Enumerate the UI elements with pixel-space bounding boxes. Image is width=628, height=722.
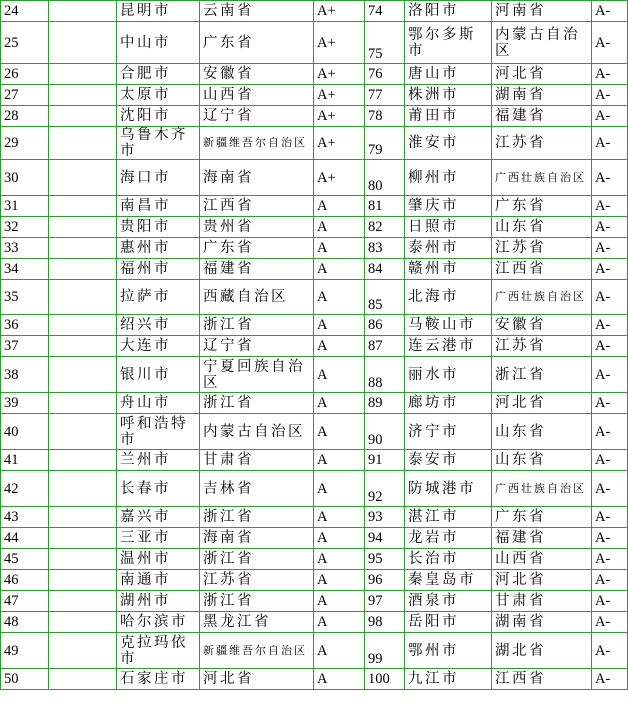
rank-cell: 30 — [1, 160, 49, 196]
rank-cell: 84 — [365, 259, 405, 280]
table-row — [1, 393, 628, 414]
grade-cell: A — [314, 471, 365, 507]
province-cell: 广西壮族自治区 — [492, 280, 592, 315]
grade-cell: A- — [592, 357, 628, 393]
grade-cell: A- — [592, 507, 628, 528]
grade-cell: A+ — [314, 160, 365, 196]
empty-cell — [49, 196, 117, 217]
city-cell: 济宁市 — [405, 414, 492, 450]
rank-cell: 39 — [1, 393, 49, 414]
rank-cell: 44 — [1, 528, 49, 549]
rank-cell: 75 — [365, 22, 405, 64]
rank-cell: 85 — [365, 280, 405, 315]
rank-cell: 89 — [365, 393, 405, 414]
province-cell: 海南省 — [200, 160, 314, 196]
grade-cell: A- — [592, 570, 628, 591]
grade-cell: A+ — [314, 85, 365, 106]
rank-cell: 29 — [1, 127, 49, 160]
city-cell: 防城港市 — [405, 471, 492, 507]
grade-cell: A — [314, 591, 365, 612]
province-cell: 浙江省 — [492, 357, 592, 393]
province-cell: 浙江省 — [200, 549, 314, 570]
table-row — [1, 22, 628, 64]
grade-cell: A — [314, 357, 365, 393]
province-cell: 湖南省 — [492, 612, 592, 633]
rank-cell: 91 — [365, 450, 405, 471]
grade-cell: A+ — [314, 1, 365, 22]
table-row — [1, 1, 628, 22]
empty-cell — [49, 106, 117, 127]
city-cell: 洛阳市 — [405, 1, 492, 22]
empty-cell — [49, 1, 117, 22]
grade-cell: A — [314, 507, 365, 528]
empty-cell — [49, 669, 117, 690]
table-body — [1, 1, 628, 690]
city-cell: 长春市 — [117, 471, 200, 507]
city-cell: 呼和浩特市 — [117, 414, 200, 450]
rank-cell: 34 — [1, 259, 49, 280]
empty-cell — [49, 217, 117, 238]
grade-cell: A — [314, 633, 365, 669]
rank-cell: 38 — [1, 357, 49, 393]
city-cell: 太原市 — [117, 85, 200, 106]
empty-cell — [49, 528, 117, 549]
province-cell: 宁夏回族自治区 — [200, 357, 314, 393]
grade-cell: A- — [592, 196, 628, 217]
rank-cell: 98 — [365, 612, 405, 633]
city-cell: 福州市 — [117, 259, 200, 280]
grade-cell: A — [314, 528, 365, 549]
rank-cell: 82 — [365, 217, 405, 238]
grade-cell: A — [314, 280, 365, 315]
city-cell: 石家庄市 — [117, 669, 200, 690]
province-cell: 河北省 — [200, 669, 314, 690]
province-cell: 广西壮族自治区 — [492, 160, 592, 196]
province-cell: 河南省 — [492, 1, 592, 22]
city-cell: 鄂州市 — [405, 633, 492, 669]
grade-cell: A- — [592, 669, 628, 690]
city-cell: 乌鲁木齐市 — [117, 127, 200, 160]
rank-cell: 81 — [365, 196, 405, 217]
empty-cell — [49, 127, 117, 160]
grade-cell: A- — [592, 160, 628, 196]
empty-cell — [49, 507, 117, 528]
city-cell: 拉萨市 — [117, 280, 200, 315]
city-cell: 贵阳市 — [117, 217, 200, 238]
grade-cell: A- — [592, 22, 628, 64]
grade-cell: A- — [592, 591, 628, 612]
empty-cell — [49, 160, 117, 196]
rank-cell: 36 — [1, 315, 49, 336]
rank-cell: 96 — [365, 570, 405, 591]
rank-cell: 83 — [365, 238, 405, 259]
city-cell: 马鞍山市 — [405, 315, 492, 336]
city-cell: 惠州市 — [117, 238, 200, 259]
city-cell: 克拉玛依市 — [117, 633, 200, 669]
province-cell: 山东省 — [492, 414, 592, 450]
rank-cell: 77 — [365, 85, 405, 106]
city-cell: 丽水市 — [405, 357, 492, 393]
province-cell: 广东省 — [492, 196, 592, 217]
city-cell: 淮安市 — [405, 127, 492, 160]
province-cell: 江西省 — [200, 196, 314, 217]
province-cell: 辽宁省 — [200, 106, 314, 127]
grade-cell: A- — [592, 106, 628, 127]
rank-cell: 49 — [1, 633, 49, 669]
grade-cell: A+ — [314, 64, 365, 85]
city-cell: 泰州市 — [405, 238, 492, 259]
rank-cell: 31 — [1, 196, 49, 217]
province-cell: 广东省 — [200, 238, 314, 259]
province-cell: 河北省 — [492, 64, 592, 85]
province-cell: 甘肃省 — [492, 591, 592, 612]
rank-cell: 88 — [365, 357, 405, 393]
grade-cell: A- — [592, 528, 628, 549]
city-cell: 绍兴市 — [117, 315, 200, 336]
province-cell: 浙江省 — [200, 315, 314, 336]
province-cell: 福建省 — [492, 528, 592, 549]
table-row — [1, 612, 628, 633]
rank-cell: 45 — [1, 549, 49, 570]
grade-cell: A — [314, 450, 365, 471]
grade-cell: A- — [592, 85, 628, 106]
table-row — [1, 591, 628, 612]
grade-cell: A- — [592, 127, 628, 160]
city-cell: 南通市 — [117, 570, 200, 591]
province-cell: 江苏省 — [200, 570, 314, 591]
province-cell: 广西壮族自治区 — [492, 471, 592, 507]
city-cell: 合肥市 — [117, 64, 200, 85]
city-cell: 沈阳市 — [117, 106, 200, 127]
grade-cell: A — [314, 612, 365, 633]
province-cell: 广东省 — [200, 22, 314, 64]
table-row — [1, 196, 628, 217]
city-cell: 中山市 — [117, 22, 200, 64]
grade-cell: A+ — [314, 106, 365, 127]
rank-cell: 28 — [1, 106, 49, 127]
empty-cell — [49, 336, 117, 357]
table-row — [1, 507, 628, 528]
table-row — [1, 106, 628, 127]
rank-cell: 79 — [365, 127, 405, 160]
province-cell: 内蒙古自治区 — [200, 414, 314, 450]
grade-cell: A — [314, 238, 365, 259]
city-cell: 岳阳市 — [405, 612, 492, 633]
grade-cell: A — [314, 549, 365, 570]
province-cell: 江苏省 — [492, 336, 592, 357]
rank-cell: 99 — [365, 633, 405, 669]
city-cell: 嘉兴市 — [117, 507, 200, 528]
grade-cell: A — [314, 217, 365, 238]
empty-cell — [49, 85, 117, 106]
province-cell: 云南省 — [200, 1, 314, 22]
province-cell: 广东省 — [492, 507, 592, 528]
table-row — [1, 471, 628, 507]
rank-cell: 92 — [365, 471, 405, 507]
province-cell: 江西省 — [492, 669, 592, 690]
empty-cell — [49, 315, 117, 336]
grade-cell: A- — [592, 612, 628, 633]
table-row — [1, 336, 628, 357]
rank-cell: 100 — [365, 669, 405, 690]
grade-cell: A- — [592, 238, 628, 259]
city-cell: 鄂尔多斯市 — [405, 22, 492, 64]
rank-cell: 94 — [365, 528, 405, 549]
rank-cell: 35 — [1, 280, 49, 315]
province-cell: 河北省 — [492, 393, 592, 414]
rank-cell: 76 — [365, 64, 405, 85]
empty-cell — [49, 570, 117, 591]
province-cell: 内蒙古自治区 — [492, 22, 592, 64]
province-cell: 贵州省 — [200, 217, 314, 238]
rank-cell: 43 — [1, 507, 49, 528]
city-cell: 株洲市 — [405, 85, 492, 106]
grade-cell: A- — [592, 633, 628, 669]
empty-cell — [49, 549, 117, 570]
province-cell: 浙江省 — [200, 507, 314, 528]
table-row — [1, 127, 628, 160]
grade-cell: A- — [592, 336, 628, 357]
table-row — [1, 64, 628, 85]
table-row — [1, 549, 628, 570]
city-cell: 哈尔滨市 — [117, 612, 200, 633]
grade-cell: A- — [592, 259, 628, 280]
rank-cell: 33 — [1, 238, 49, 259]
table-row — [1, 414, 628, 450]
city-cell: 酒泉市 — [405, 591, 492, 612]
city-cell: 三亚市 — [117, 528, 200, 549]
city-cell: 北海市 — [405, 280, 492, 315]
province-cell: 福建省 — [200, 259, 314, 280]
rank-cell: 26 — [1, 64, 49, 85]
city-cell: 湛江市 — [405, 507, 492, 528]
province-cell: 湖北省 — [492, 633, 592, 669]
city-cell: 龙岩市 — [405, 528, 492, 549]
grade-cell: A — [314, 259, 365, 280]
city-cell: 湖州市 — [117, 591, 200, 612]
province-cell: 西藏自治区 — [200, 280, 314, 315]
empty-cell — [49, 450, 117, 471]
rank-cell: 86 — [365, 315, 405, 336]
province-cell: 安徽省 — [492, 315, 592, 336]
empty-cell — [49, 633, 117, 669]
city-cell: 海口市 — [117, 160, 200, 196]
province-cell: 黑龙江省 — [200, 612, 314, 633]
rank-cell: 93 — [365, 507, 405, 528]
rank-cell: 24 — [1, 1, 49, 22]
grade-cell: A- — [592, 1, 628, 22]
rank-cell: 41 — [1, 450, 49, 471]
city-cell: 温州市 — [117, 549, 200, 570]
rank-cell: 50 — [1, 669, 49, 690]
city-cell: 舟山市 — [117, 393, 200, 414]
rank-cell: 80 — [365, 160, 405, 196]
city-cell: 肇庆市 — [405, 196, 492, 217]
rank-cell: 27 — [1, 85, 49, 106]
rank-cell: 87 — [365, 336, 405, 357]
province-cell: 吉林省 — [200, 471, 314, 507]
province-cell: 江苏省 — [492, 238, 592, 259]
province-cell: 浙江省 — [200, 591, 314, 612]
city-cell: 秦皇岛市 — [405, 570, 492, 591]
rank-cell: 25 — [1, 22, 49, 64]
city-cell: 唐山市 — [405, 64, 492, 85]
table-row — [1, 450, 628, 471]
grade-cell: A- — [592, 217, 628, 238]
city-cell: 莆田市 — [405, 106, 492, 127]
rank-cell: 46 — [1, 570, 49, 591]
empty-cell — [49, 22, 117, 64]
province-cell: 福建省 — [492, 106, 592, 127]
city-cell: 长治市 — [405, 549, 492, 570]
table-row — [1, 217, 628, 238]
province-cell: 新疆维吾尔自治区 — [200, 633, 314, 669]
grade-cell: A- — [592, 315, 628, 336]
province-cell: 山东省 — [492, 450, 592, 471]
rank-cell: 97 — [365, 591, 405, 612]
province-cell: 江苏省 — [492, 127, 592, 160]
grade-cell: A — [314, 336, 365, 357]
grade-cell: A- — [592, 64, 628, 85]
province-cell: 江西省 — [492, 259, 592, 280]
table-row — [1, 315, 628, 336]
grade-cell: A+ — [314, 127, 365, 160]
table-row — [1, 85, 628, 106]
city-cell: 泰安市 — [405, 450, 492, 471]
rank-cell: 78 — [365, 106, 405, 127]
table-row — [1, 669, 628, 690]
empty-cell — [49, 393, 117, 414]
city-cell: 九江市 — [405, 669, 492, 690]
province-cell: 海南省 — [200, 528, 314, 549]
table-row — [1, 238, 628, 259]
city-cell: 兰州市 — [117, 450, 200, 471]
rank-cell: 90 — [365, 414, 405, 450]
grade-cell: A- — [592, 549, 628, 570]
grade-cell: A — [314, 570, 365, 591]
grade-cell: A — [314, 669, 365, 690]
province-cell: 河北省 — [492, 570, 592, 591]
empty-cell — [49, 64, 117, 85]
rank-cell: 32 — [1, 217, 49, 238]
province-cell: 山东省 — [492, 217, 592, 238]
table-row — [1, 570, 628, 591]
rank-cell: 95 — [365, 549, 405, 570]
province-cell: 甘肃省 — [200, 450, 314, 471]
empty-cell — [49, 591, 117, 612]
city-cell: 廊坊市 — [405, 393, 492, 414]
grade-cell: A — [314, 414, 365, 450]
rank-cell: 48 — [1, 612, 49, 633]
city-cell: 赣州市 — [405, 259, 492, 280]
province-cell: 安徽省 — [200, 64, 314, 85]
city-cell: 银川市 — [117, 357, 200, 393]
empty-cell — [49, 357, 117, 393]
rank-cell: 47 — [1, 591, 49, 612]
city-cell: 日照市 — [405, 217, 492, 238]
grade-cell: A+ — [314, 22, 365, 64]
table-row — [1, 160, 628, 196]
province-cell: 辽宁省 — [200, 336, 314, 357]
grade-cell: A — [314, 393, 365, 414]
grade-cell: A — [314, 196, 365, 217]
province-cell: 湖南省 — [492, 85, 592, 106]
grade-cell: A- — [592, 414, 628, 450]
province-cell: 浙江省 — [200, 393, 314, 414]
city-cell: 昆明市 — [117, 1, 200, 22]
rank-cell: 37 — [1, 336, 49, 357]
grade-cell: A- — [592, 471, 628, 507]
table-row — [1, 357, 628, 393]
table-row — [1, 259, 628, 280]
empty-cell — [49, 259, 117, 280]
rank-cell: 74 — [365, 1, 405, 22]
province-cell: 山西省 — [492, 549, 592, 570]
grade-cell: A- — [592, 393, 628, 414]
rank-cell: 40 — [1, 414, 49, 450]
empty-cell — [49, 471, 117, 507]
city-cell: 南昌市 — [117, 196, 200, 217]
table-row — [1, 280, 628, 315]
city-cell: 大连市 — [117, 336, 200, 357]
empty-cell — [49, 238, 117, 259]
table-row — [1, 633, 628, 669]
empty-cell — [49, 280, 117, 315]
empty-cell — [49, 414, 117, 450]
empty-cell — [49, 612, 117, 633]
province-cell: 山西省 — [200, 85, 314, 106]
grade-cell: A- — [592, 280, 628, 315]
province-cell: 新疆维吾尔自治区 — [200, 127, 314, 160]
city-cell: 连云港市 — [405, 336, 492, 357]
rank-cell: 42 — [1, 471, 49, 507]
grade-cell: A — [314, 315, 365, 336]
city-cell: 柳州市 — [405, 160, 492, 196]
table-row — [1, 528, 628, 549]
grade-cell: A- — [592, 450, 628, 471]
